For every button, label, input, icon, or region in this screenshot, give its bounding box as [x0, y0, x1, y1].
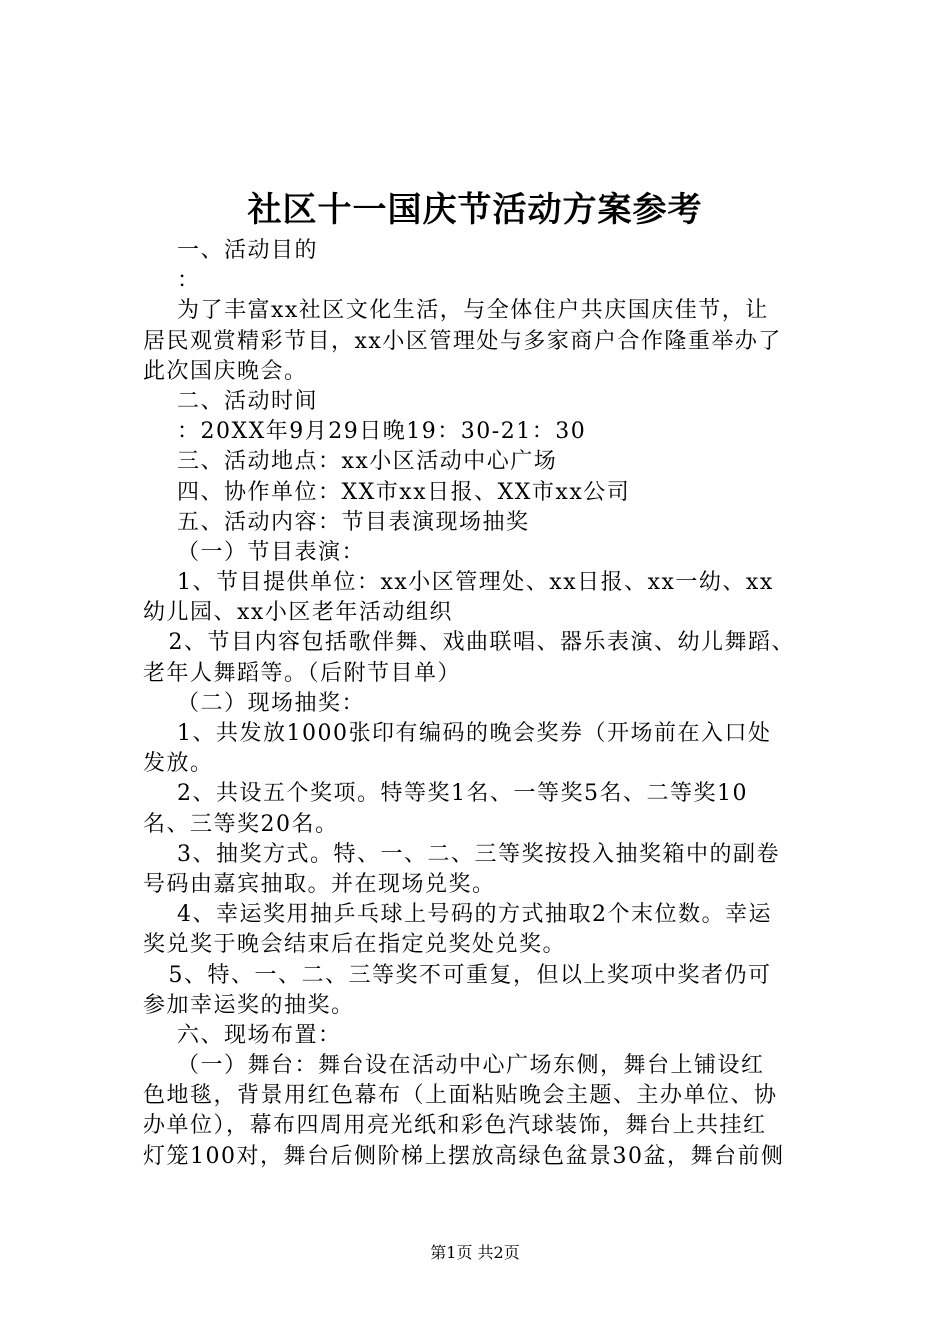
body-line: ：20XX年9月29日晚19：30-21：30	[143, 419, 587, 445]
body-line: 办单位），幕布四周用亮光纸和彩色汽球装饰，舞台上共挂红	[143, 1113, 767, 1139]
body-line: （一）舞台：舞台设在活动中心广场东侧，舞台上铺设红	[143, 1053, 765, 1079]
body-line: 此次国庆晚会。	[143, 358, 308, 384]
body-line: 4、幸运奖用抽乒乓球上号码的方式抽取2个末位数。幸运	[143, 902, 772, 928]
body-line: 为了丰富xx社区文化生活，与全体住户共庆国庆佳节，让	[143, 298, 769, 324]
body-line: 三、活动地点：xx小区活动中心广场	[143, 449, 558, 475]
body-line: 参加幸运奖的抽奖。	[143, 992, 355, 1018]
document-title: 社区十一国庆节活动方案参考	[247, 190, 703, 230]
body-line: 5、特、一、二、三等奖不可重复，但以上奖项中奖者仍可	[143, 962, 772, 988]
body-line: ：	[143, 268, 201, 294]
body-line: 2、共设五个奖项。特等奖1名、一等奖5名、二等奖10	[143, 781, 748, 807]
body-line: 五、活动内容：节目表演现场抽奖	[143, 509, 530, 535]
body-line: 号码由嘉宾抽取。并在现场兑奖。	[143, 871, 496, 897]
body-line: 3、抽奖方式。特、一、二、三等奖按投入抽奖箱中的副卷	[143, 841, 780, 867]
body-line: 一、活动目的	[143, 238, 318, 263]
document-body	[143, 236, 833, 1172]
body-line: （一）节目表演：	[143, 539, 365, 565]
body-line: 奖兑奖于晚会结束后在指定兑奖处兑奖。	[143, 932, 567, 958]
body-line: 灯笼100对，舞台后侧阶梯上摆放高绿色盆景30盆，舞台前侧	[143, 1143, 785, 1169]
body-line: 名、三等奖20名。	[143, 811, 339, 837]
body-line: 居民观赏精彩节目，xx小区管理处与多家商户合作隆重举办了	[143, 328, 782, 354]
body-line: 二、活动时间	[143, 388, 318, 414]
body-line: 1、共发放1000张印有编码的晚会奖券（开场前在入口处	[143, 721, 772, 746]
body-line: 色地毯，背景用红色幕布（上面粘贴晚会主题、主办单位、协	[143, 1083, 778, 1109]
body-line: （二）现场抽奖：	[143, 690, 365, 716]
body-line: 老年人舞蹈等。（后附节目单）	[143, 660, 462, 686]
body-line: 幼儿园、xx小区老年活动组织	[143, 600, 453, 626]
page-footer: 第1页 共2页	[430, 1243, 520, 1262]
body-line: 发放。	[143, 751, 214, 777]
body-line: 六、现场布置：	[143, 1022, 342, 1048]
body-line: 四、协作单位：XX市xx日报、XX市xx公司	[143, 479, 631, 505]
body-line: 1、节目提供单位：xx小区管理处、xx日报、xx一幼、xx	[143, 570, 774, 596]
body-line: 2、节目内容包括歌伴舞、戏曲联唱、器乐表演、幼儿舞蹈、	[143, 630, 795, 656]
